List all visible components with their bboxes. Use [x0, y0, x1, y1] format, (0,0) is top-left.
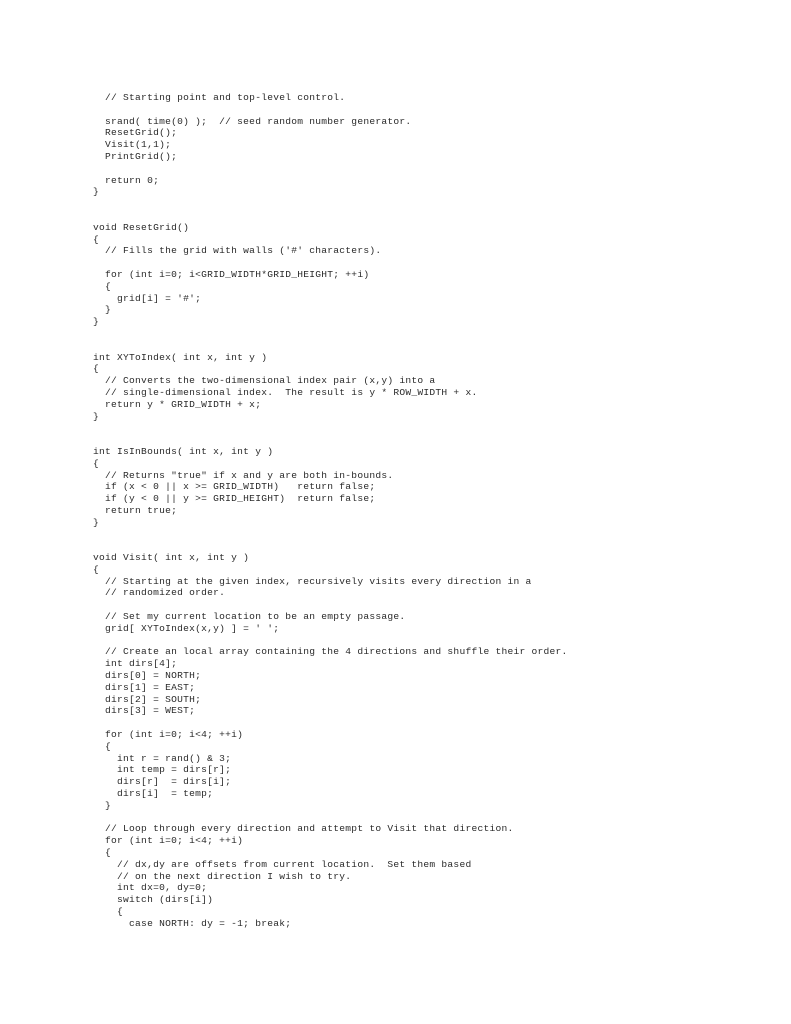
code-line: }: [93, 516, 100, 528]
code-line: // Fills the grid with walls ('#' characters).: [93, 245, 382, 257]
code-line: [93, 812, 568, 824]
code-line: {: [93, 363, 100, 375]
code-line: grid[i] = '#';: [93, 292, 202, 304]
code-line: int r = rand() & 3;: [93, 752, 232, 764]
code-line: int XYToIndex( int x, int y ): [93, 351, 268, 363]
code-line: grid[ XYToIndex(x,y) ] = ' ';: [93, 622, 280, 634]
code-line: // Loop through every direction and attempt to Visit that direction.: [93, 823, 514, 835]
code-line: // Starting point and top-level control.: [93, 92, 346, 103]
code-line: case NORTH: dy = -1; break;: [93, 917, 292, 929]
code-line: dirs[3] = WEST;: [93, 705, 196, 717]
code-line: // Set my current location to be an empty passage.: [93, 611, 406, 623]
code-line: dirs[2] = SOUTH;: [93, 693, 202, 705]
code-line: return true;: [93, 504, 178, 516]
code-line: int dx=0, dy=0;: [93, 882, 208, 894]
code-line: // dx,dy are offsets from current location. Set them based: [93, 858, 472, 870]
code-line: [93, 422, 568, 434]
code-line: [93, 717, 568, 729]
code-line: {: [93, 905, 124, 917]
code-line: {: [93, 457, 100, 469]
code-line: }: [93, 410, 100, 422]
code-line: [93, 104, 568, 116]
code-line: [93, 540, 568, 552]
code-line: // single-dimensional index. The result is y * ROW_WIDTH + x.: [93, 386, 478, 398]
code-line: return 0;: [93, 174, 160, 186]
code-line: dirs[1] = EAST;: [93, 681, 196, 693]
code-line: [93, 635, 568, 647]
code-line: if (y < 0 || y >= GRID_HEIGHT) return false;: [93, 493, 376, 505]
code-line: // Converts the two-dimensional index pair (x,y) into a: [93, 375, 436, 387]
code-line: int dirs[4];: [93, 658, 178, 670]
code-line: [93, 328, 568, 340]
code-line: for (int i=0; i<4; ++i): [93, 835, 244, 847]
code-line: ResetGrid();: [93, 127, 178, 139]
code-line: // Starting at the given index, recursively visits every direction in a: [93, 575, 532, 587]
code-line: switch (dirs[i]): [93, 894, 214, 906]
code-line: return y * GRID_WIDTH + x;: [93, 398, 262, 410]
code-line: [93, 434, 568, 446]
code-line: }: [93, 799, 112, 811]
code-listing: [93, 92, 568, 930]
code-line: {: [93, 233, 100, 245]
code-line: {: [93, 740, 112, 752]
code-line: }: [93, 186, 100, 198]
code-line: }: [93, 304, 112, 316]
code-line: {: [93, 847, 112, 858]
code-line: void ResetGrid(): [93, 221, 190, 233]
code-line: for (int i=0; i<4; ++i): [93, 729, 244, 741]
code-line: }: [93, 316, 100, 328]
code-line: srand( time(0) ); // seed random number generator.: [93, 115, 412, 127]
code-line: if (x < 0 || x >= GRID_WIDTH) return false;: [93, 481, 376, 493]
code-line: {: [93, 563, 100, 575]
code-line: int IsInBounds( int x, int y ): [93, 445, 274, 457]
code-line: // Returns "true" if x and y are both in-bounds.: [93, 469, 394, 481]
code-line: // randomized order.: [93, 587, 226, 599]
code-line: [93, 340, 568, 352]
code-line: [93, 210, 568, 222]
code-line: // on the next direction I wish to try.: [93, 870, 352, 882]
code-line: for (int i=0; i<GRID_WIDTH*GRID_HEIGHT; ++i): [93, 268, 370, 280]
code-line: [93, 257, 568, 269]
code-line: // Create an local array containing the 4 directions and shuffle their order.: [93, 646, 568, 658]
code-line: dirs[0] = NORTH;: [93, 670, 202, 682]
code-line: dirs[i] = temp;: [93, 788, 214, 800]
code-line: {: [93, 280, 112, 292]
code-line: [93, 198, 568, 210]
code-line: [93, 599, 568, 611]
code-line: PrintGrid();: [93, 150, 178, 162]
code-line: void Visit( int x, int y ): [93, 552, 250, 564]
code-line: [93, 163, 568, 175]
code-line: int temp = dirs[r];: [93, 764, 232, 776]
code-line: [93, 528, 568, 540]
code-line: Visit(1,1);: [93, 139, 172, 151]
code-line: dirs[r] = dirs[i];: [93, 776, 232, 788]
